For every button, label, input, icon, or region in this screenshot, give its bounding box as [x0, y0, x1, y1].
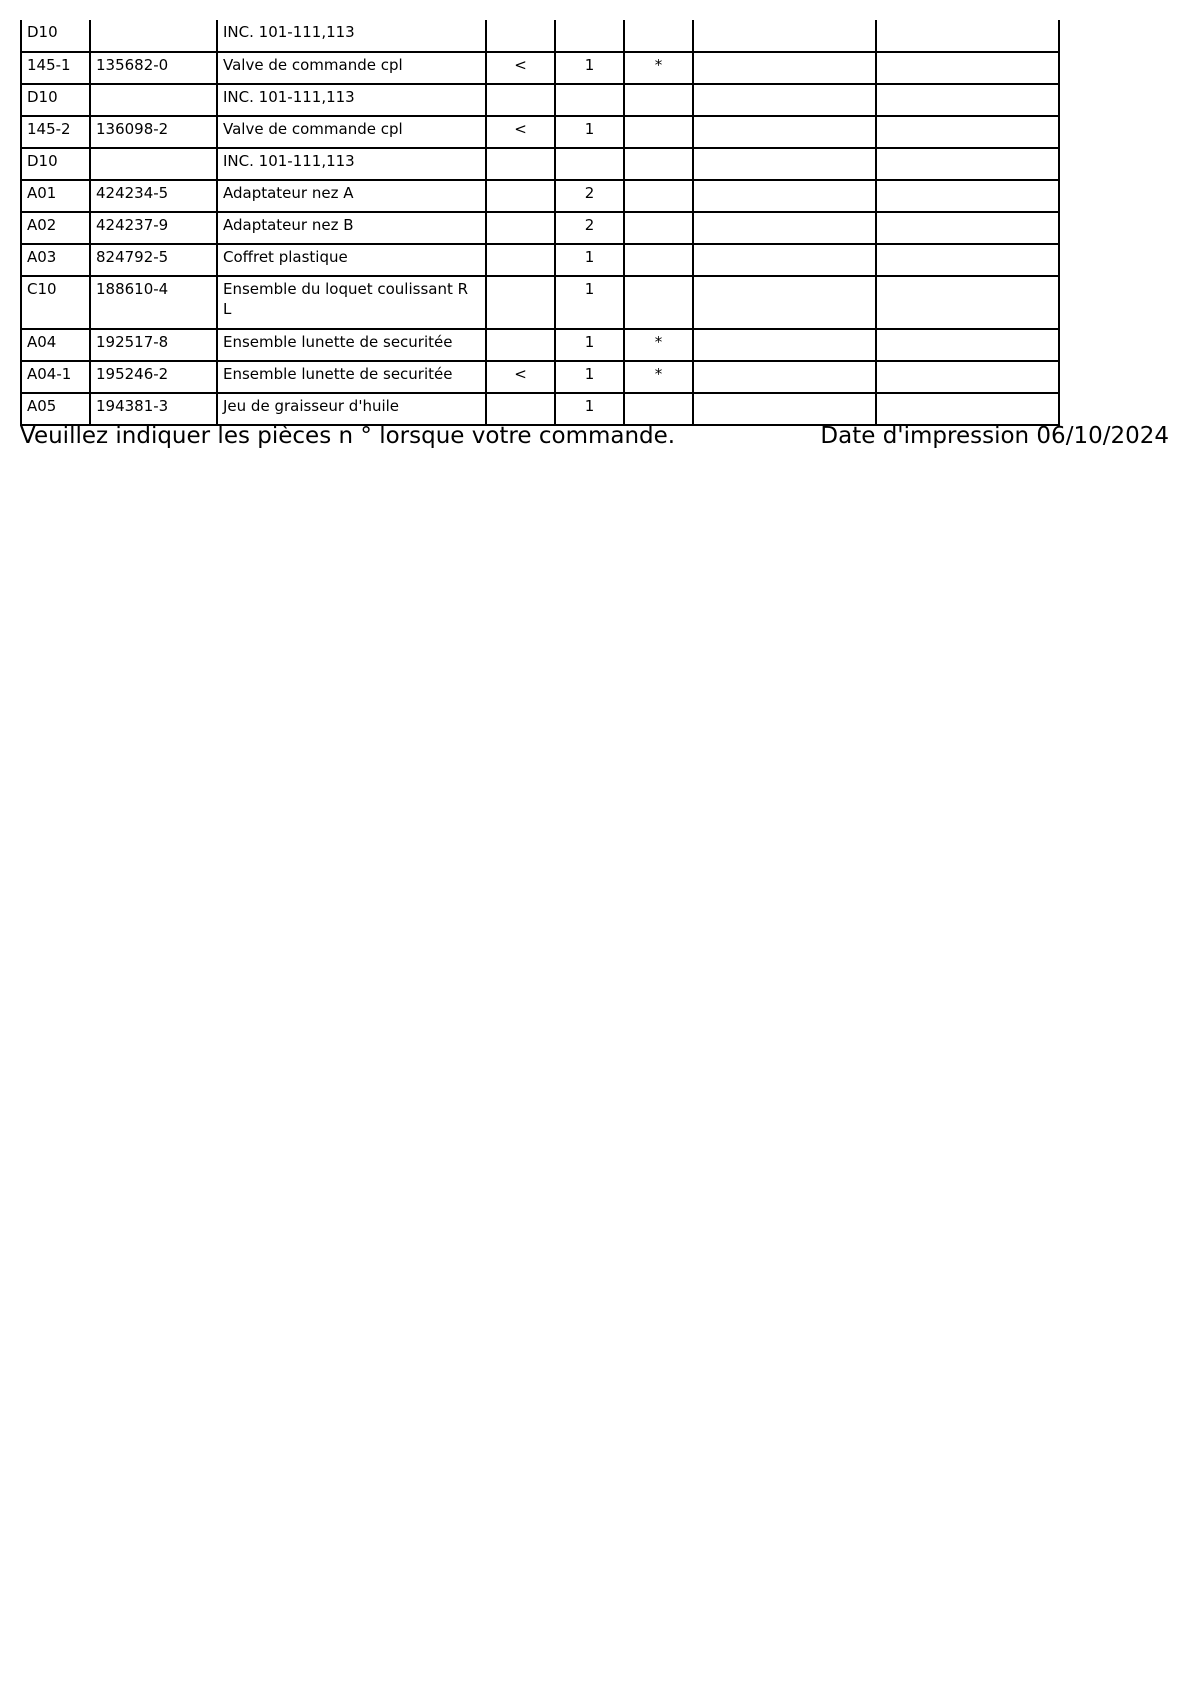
quantity-cell: 2 [555, 180, 624, 212]
quantity-cell [555, 148, 624, 180]
quantity-cell: 1 [555, 244, 624, 276]
flag-cell [486, 212, 555, 244]
empty-cell [876, 20, 1059, 52]
quantity-cell: 1 [555, 329, 624, 361]
empty-cell [693, 148, 876, 180]
empty-cell [876, 361, 1059, 393]
empty-cell [693, 52, 876, 84]
part-number-cell: 424234-5 [90, 180, 217, 212]
mark-cell [624, 148, 693, 180]
empty-cell [876, 116, 1059, 148]
mark-cell [624, 212, 693, 244]
mark-cell: * [624, 361, 693, 393]
flag-cell [486, 20, 555, 52]
table-row [21, 20, 1059, 52]
part-number-cell: 424237-9 [90, 212, 217, 244]
empty-cell [693, 84, 876, 116]
order-instruction-note: Veuillez indiquer les pièces n ° lorsque votre commande. [20, 423, 676, 449]
ref-cell: C10 [21, 276, 90, 329]
empty-cell [693, 212, 876, 244]
empty-cell [876, 180, 1059, 212]
table-row [21, 84, 1059, 116]
quantity-cell: 1 [555, 361, 624, 393]
ref-cell: A03 [21, 244, 90, 276]
flag-cell [486, 244, 555, 276]
table-row [21, 116, 1059, 148]
empty-cell [876, 244, 1059, 276]
description-cell: Adaptateur nez A [217, 180, 486, 212]
table-row [21, 276, 1059, 329]
flag-cell [486, 180, 555, 212]
table-row [21, 52, 1059, 84]
flag-cell [486, 148, 555, 180]
description-cell: INC. 101-111,113 [217, 20, 486, 52]
empty-cell [693, 329, 876, 361]
empty-cell [693, 276, 876, 329]
empty-cell [876, 329, 1059, 361]
ref-cell: D10 [21, 148, 90, 180]
description-cell: Valve de commande cpl [217, 52, 486, 84]
description-cell: INC. 101-111,113 [217, 148, 486, 180]
mark-cell [624, 116, 693, 148]
flag-cell [486, 84, 555, 116]
description-cell: INC. 101-111,113 [217, 84, 486, 116]
ref-cell: A04 [21, 329, 90, 361]
part-number-cell: 195246-2 [90, 361, 217, 393]
quantity-cell [555, 20, 624, 52]
quantity-cell: 1 [555, 393, 624, 425]
mark-cell [624, 276, 693, 329]
ref-cell: 145-1 [21, 52, 90, 84]
part-number-cell: 192517-8 [90, 329, 217, 361]
ref-cell: D10 [21, 84, 90, 116]
ref-cell: D10 [21, 20, 90, 52]
description-cell: Ensemble lunette de securitée [217, 361, 486, 393]
table-row [21, 180, 1059, 212]
quantity-cell: 1 [555, 276, 624, 329]
flag-cell: < [486, 361, 555, 393]
description-cell: Jeu de graisseur d'huile [217, 393, 486, 425]
empty-cell [876, 84, 1059, 116]
flag-cell [486, 329, 555, 361]
description-cell: Valve de commande cpl [217, 116, 486, 148]
ref-cell: A01 [21, 180, 90, 212]
table-row [21, 212, 1059, 244]
flag-cell [486, 276, 555, 329]
ref-cell: A05 [21, 393, 90, 425]
parts-table [20, 20, 1060, 426]
mark-cell [624, 20, 693, 52]
part-number-cell: 136098-2 [90, 116, 217, 148]
table-row [21, 148, 1059, 180]
mark-cell [624, 84, 693, 116]
mark-cell [624, 244, 693, 276]
empty-cell [876, 212, 1059, 244]
ref-cell: A04-1 [21, 361, 90, 393]
empty-cell [876, 52, 1059, 84]
quantity-cell: 1 [555, 52, 624, 84]
print-date: Date d'impression 06/10/2024 [820, 423, 1169, 449]
table-row [21, 244, 1059, 276]
part-number-cell: 135682-0 [90, 52, 217, 84]
mark-cell [624, 180, 693, 212]
description-cell: Ensemble du loquet coulissant R L [217, 276, 486, 329]
flag-cell: < [486, 116, 555, 148]
description-cell: Adaptateur nez B [217, 212, 486, 244]
quantity-cell: 2 [555, 212, 624, 244]
ref-cell: 145-2 [21, 116, 90, 148]
empty-cell [693, 20, 876, 52]
empty-cell [693, 116, 876, 148]
part-number-cell: 194381-3 [90, 393, 217, 425]
empty-cell [693, 244, 876, 276]
empty-cell [876, 148, 1059, 180]
part-number-cell: 824792-5 [90, 244, 217, 276]
part-number-cell [90, 84, 217, 116]
quantity-cell [555, 84, 624, 116]
quantity-cell: 1 [555, 116, 624, 148]
table-row [21, 329, 1059, 361]
mark-cell: * [624, 52, 693, 84]
table-row [21, 361, 1059, 393]
mark-cell: * [624, 329, 693, 361]
part-number-cell: 188610-4 [90, 276, 217, 329]
flag-cell: < [486, 52, 555, 84]
empty-cell [693, 180, 876, 212]
part-number-cell [90, 148, 217, 180]
description-cell: Ensemble lunette de securitée [217, 329, 486, 361]
empty-cell [876, 276, 1059, 329]
description-cell: Coffret plastique [217, 244, 486, 276]
ref-cell: A02 [21, 212, 90, 244]
empty-cell [693, 361, 876, 393]
part-number-cell [90, 20, 217, 52]
